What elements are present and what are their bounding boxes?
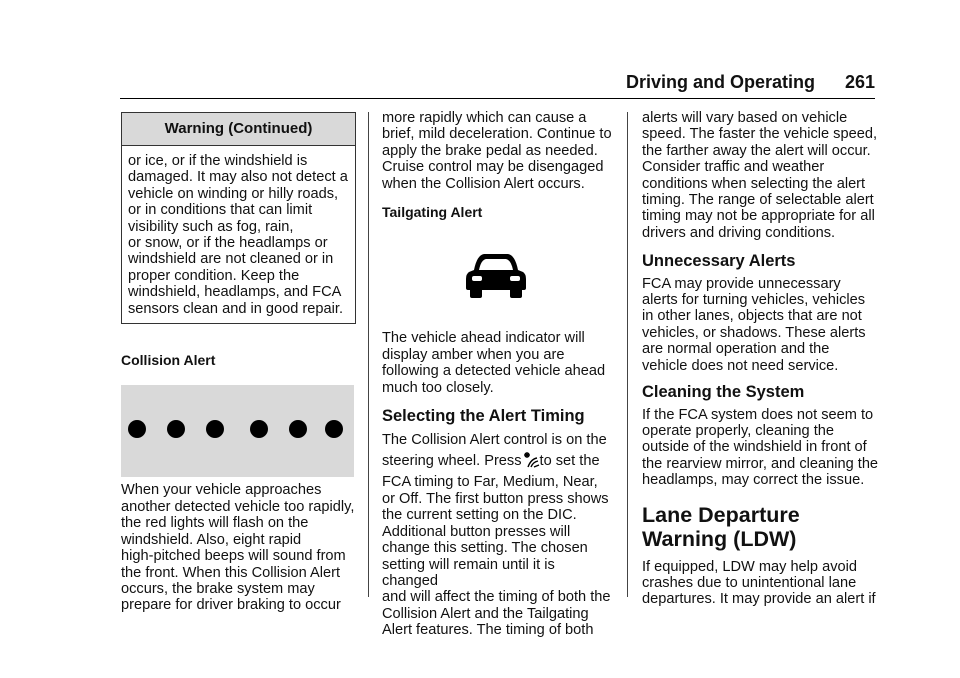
text-line: in other lanes, objects that are not: [642, 308, 862, 325]
text-line: When your vehicle approaches: [121, 482, 322, 499]
column-divider-1: [368, 112, 369, 597]
text-line: operate properly, cleaning the: [642, 422, 835, 439]
text-line: vehicles, or shadows. These alerts: [642, 324, 866, 341]
text-line: prepare for driver braking to occur: [121, 597, 341, 614]
text-line: alerts for turning vehicles, vehicles: [642, 292, 866, 309]
vehicle-ahead-icon-graphic: [464, 250, 528, 300]
column-1: [121, 112, 356, 614]
warning-line: windshield are not cleaned or in: [128, 251, 334, 268]
ldw-heading-line: Lane Departure: [642, 502, 800, 527]
text-line: and will affect the timing of both the: [382, 589, 611, 606]
indicator-paragraph: [382, 330, 614, 396]
ldw-paragraph: [642, 559, 880, 608]
column-3: [642, 110, 880, 608]
alert-light-dot: [167, 420, 185, 438]
warning-line: vehicle on winding or hilly roads,: [128, 185, 339, 202]
text-line: or Off. The first button press shows: [382, 490, 609, 507]
unnecessary-alerts-paragraph: [642, 276, 880, 374]
text-line: apply the brake pedal as needed.: [382, 142, 598, 159]
text-line: Collision Alert and the Tailgating: [382, 605, 589, 622]
text-line: departures. It may provide an alert if: [642, 591, 876, 608]
warning-line: or ice, or if the windshield is: [128, 153, 308, 169]
timing-continued: [642, 110, 880, 241]
text-line: Additional button presses will: [382, 523, 571, 540]
text-line: setting will remain until it is changed: [382, 556, 555, 589]
column-divider-2: [627, 112, 628, 597]
warning-line: windshield, headlamps, and FCA: [128, 284, 342, 301]
collision-alert-continued: [382, 110, 614, 192]
column-2: [382, 110, 614, 639]
text-line: If equipped, LDW may help avoid: [642, 558, 857, 575]
tailgating-alert-label: Tailgating Alert: [382, 204, 483, 221]
ldw-heading: [642, 503, 880, 551]
collision-alert-paragraph: [121, 482, 356, 613]
text-line: crashes due to unintentional lane: [642, 574, 857, 591]
text-line: the current setting on the DIC.: [382, 507, 577, 524]
text-line: brief, mild deceleration. Continue to: [382, 126, 612, 143]
text-line: Consider traffic and weather: [642, 159, 825, 176]
text-line: Alert features. The timing of both: [382, 622, 594, 639]
text-line: are normal operation and the: [642, 341, 830, 358]
text-line: another detected vehicle too rapidly,: [121, 498, 355, 515]
text-fragment: steering wheel. Press: [382, 453, 522, 470]
text-line: alerts will vary based on vehicle: [642, 110, 848, 126]
alert-timing-paragraph: [382, 430, 614, 638]
text-line: Cruise control may be disengaged: [382, 159, 604, 176]
alert-light-dot: [128, 420, 146, 438]
text-fragment: to set the: [539, 453, 600, 470]
text-line: the red lights will flash on the: [121, 515, 309, 532]
warning-title: Warning (Continued): [122, 113, 355, 146]
text-line: display amber when you are: [382, 346, 565, 363]
text-line: occurs, the brake system may: [121, 580, 315, 597]
warning-body: [122, 146, 355, 323]
collision-alert-lights-icon: [121, 385, 354, 477]
alert-light-dot: [289, 420, 307, 438]
collision-alert-label: Collision Alert: [121, 352, 216, 369]
text-line: when the Collision Alert occurs.: [382, 175, 585, 192]
warning-line: visibility such as fog, rain,: [128, 218, 294, 235]
alert-light-dot: [325, 420, 343, 438]
text-line: The vehicle ahead indicator will: [382, 330, 585, 347]
text-line: vehicle does not need service.: [642, 357, 839, 374]
text-line: The Collision Alert control is on the: [382, 432, 607, 449]
warning-line: sensors clean and in good repair.: [128, 300, 343, 317]
text-line: windshield. Also, eight rapid: [121, 531, 302, 548]
cleaning-system-paragraph: [642, 407, 880, 489]
page-header: [120, 72, 875, 99]
text-line: following a detected vehicle ahead: [382, 363, 606, 380]
text-line: FCA timing to Far, Medium, Near,: [382, 474, 598, 491]
text-line: If the FCA system does not seem to: [642, 406, 874, 423]
section-title: Driving and Operating: [625, 72, 815, 92]
collision-alert-timing-icon: [522, 450, 540, 474]
text-line: much too closely.: [382, 379, 494, 396]
alert-timing-heading: Selecting the Alert Timing: [382, 407, 585, 426]
text-line: drivers and driving conditions.: [642, 224, 836, 241]
warning-box: [121, 112, 356, 324]
alert-light-dot: [206, 420, 224, 438]
text-line: timing may not be appropriate for all: [642, 208, 875, 225]
text-line: timing. The range of selectable alert: [642, 192, 874, 209]
text-line: the front. When this Collision Alert: [121, 564, 341, 581]
text-line: headlamps, may correct the issue.: [642, 472, 865, 489]
warning-line: or snow, or if the headlamps or: [128, 235, 328, 252]
warning-line: proper condition. Keep the: [128, 267, 300, 284]
text-line: the rearview mirror, and cleaning the: [642, 455, 879, 472]
ldw-heading-line: Warning (LDW): [642, 526, 797, 551]
page-number: 261: [844, 72, 875, 92]
text-line-with-icon: [382, 450, 614, 474]
cleaning-system-heading: Cleaning the System: [642, 383, 805, 402]
text-line: more rapidly which can cause a: [382, 110, 587, 126]
warning-line: or in conditions that can limit: [128, 202, 313, 219]
unnecessary-alerts-heading: Unnecessary Alerts: [642, 252, 796, 271]
text-line: conditions when selecting the alert: [642, 175, 866, 192]
alert-light-dot: [250, 420, 268, 438]
text-line: high-pitched beeps will sound from: [121, 548, 346, 565]
warning-line: damaged. It may also not detect a: [128, 169, 348, 186]
text-line: speed. The faster the vehicle speed,: [642, 126, 878, 143]
text-line: change this setting. The chosen: [382, 540, 588, 557]
text-line: outside of the windshield in front of: [642, 439, 867, 456]
vehicle-ahead-icon: [382, 250, 614, 320]
text-line: FCA may provide unnecessary: [642, 275, 841, 292]
text-line: the farther away the alert will occur.: [642, 142, 871, 159]
